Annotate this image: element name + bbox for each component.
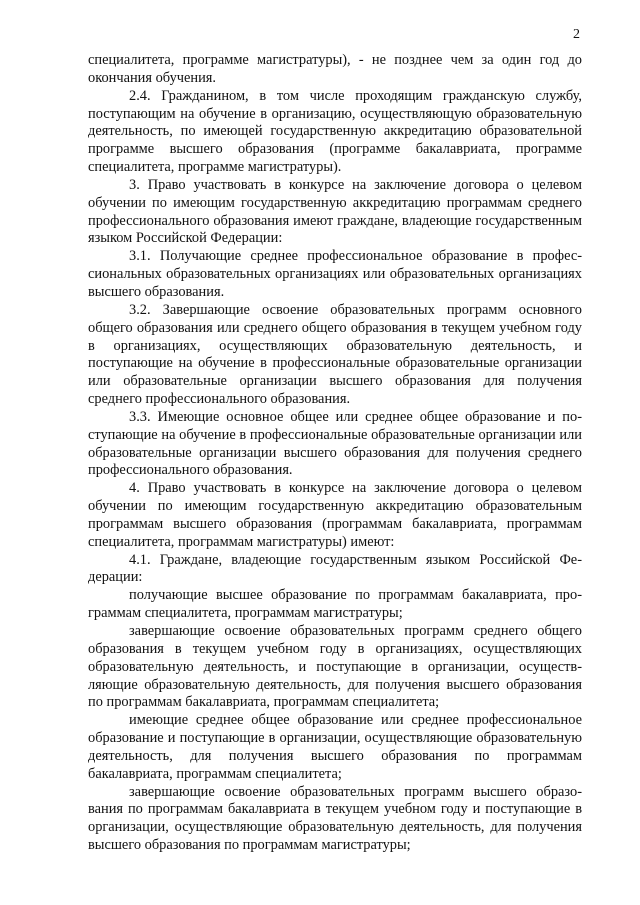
paragraph-4-1: 4.1. Граждане, владеющие государственным языком Российской Федерации: [88,551,582,586]
list-item-secondary-educated: имеющие среднее общее образование или среднее профессиональное образование и поступающие в организации, осуществляющие образовательную деятельность, для получения высшего образования по программам бакалавриата, программам специалитета; [88,712,582,782]
paragraph-continuation: специалитета, программе магистратуры), - не позднее чем за один год до окончания обучения. [88,52,582,86]
list-item-school-graduates: завершающие освоение образовательных программ среднего общего образования в текущем учебном году в организациях, осуществляющих образовательную деятельность, и поступающие в организации, осуществляющие образовательную деятельность, для получения высшего образования по программам бакалавриата, программам специалитета; [88,623,582,711]
paragraph-3: 3. Право участвовать в конкурсе на заключение договора о целевом обучении по имеющим государственную аккредитацию программам среднего профессионального образования имеют граждане, владеющие государственным языком Российской Федерации: [88,176,582,247]
page-number: 2 [573,27,580,42]
document-body [88,52,582,855]
list-item-bachelor-students: получающие высшее образование по программам бакалавриата, программам специалитета, программам магистратуры; [88,587,582,622]
paragraph-3-3: 3.3. Имеющие основное общее или среднее общее образование и поступающие на обучение в профессиональные образовательные организации или образовательные организации высшего образования для получения среднего профессионального образования. [88,408,582,479]
paragraph-2-4: 2.4. Гражданином, в том числе проходящим гражданскую службу, поступающим на обучение в организацию, осуществляющую образовательную деятельность, по имеющей государственную аккредитацию образовательной программе высшего образования (программе бакалавриата, программе специалитета, программе магистратуры). [88,87,582,176]
list-item-bachelor-graduates: завершающие освоение образовательных программ высшего образования по программам бакалавриата в текущем учебном году и поступающие в организации, осуществляющие образовательную деятельность, для получения высшего образования по программам магистратуры; [88,783,582,854]
paragraph-3-2: 3.2. Завершающие освоение образовательных программ основного общего образования или среднего общего образования в текущем учебном году в организациях, осуществляющих образовательную деятельность, и поступающие на обучение в профессиональные образовательные организации или образовательные организации высшего образования для получения среднего профессионального образования. [88,301,582,408]
paragraph-3-1: 3.1. Получающие среднее профессиональное образование в профессиональных образовательных организациях или образовательных организациях высшего образования. [88,248,582,300]
paragraph-4: 4. Право участвовать в конкурсе на заключение договора о целевом обучении по имеющим государственную аккредитацию образовательным программам высшего образования (программам бакалавриата, программам специалитета, программам магистратуры) имеют: [88,480,582,550]
